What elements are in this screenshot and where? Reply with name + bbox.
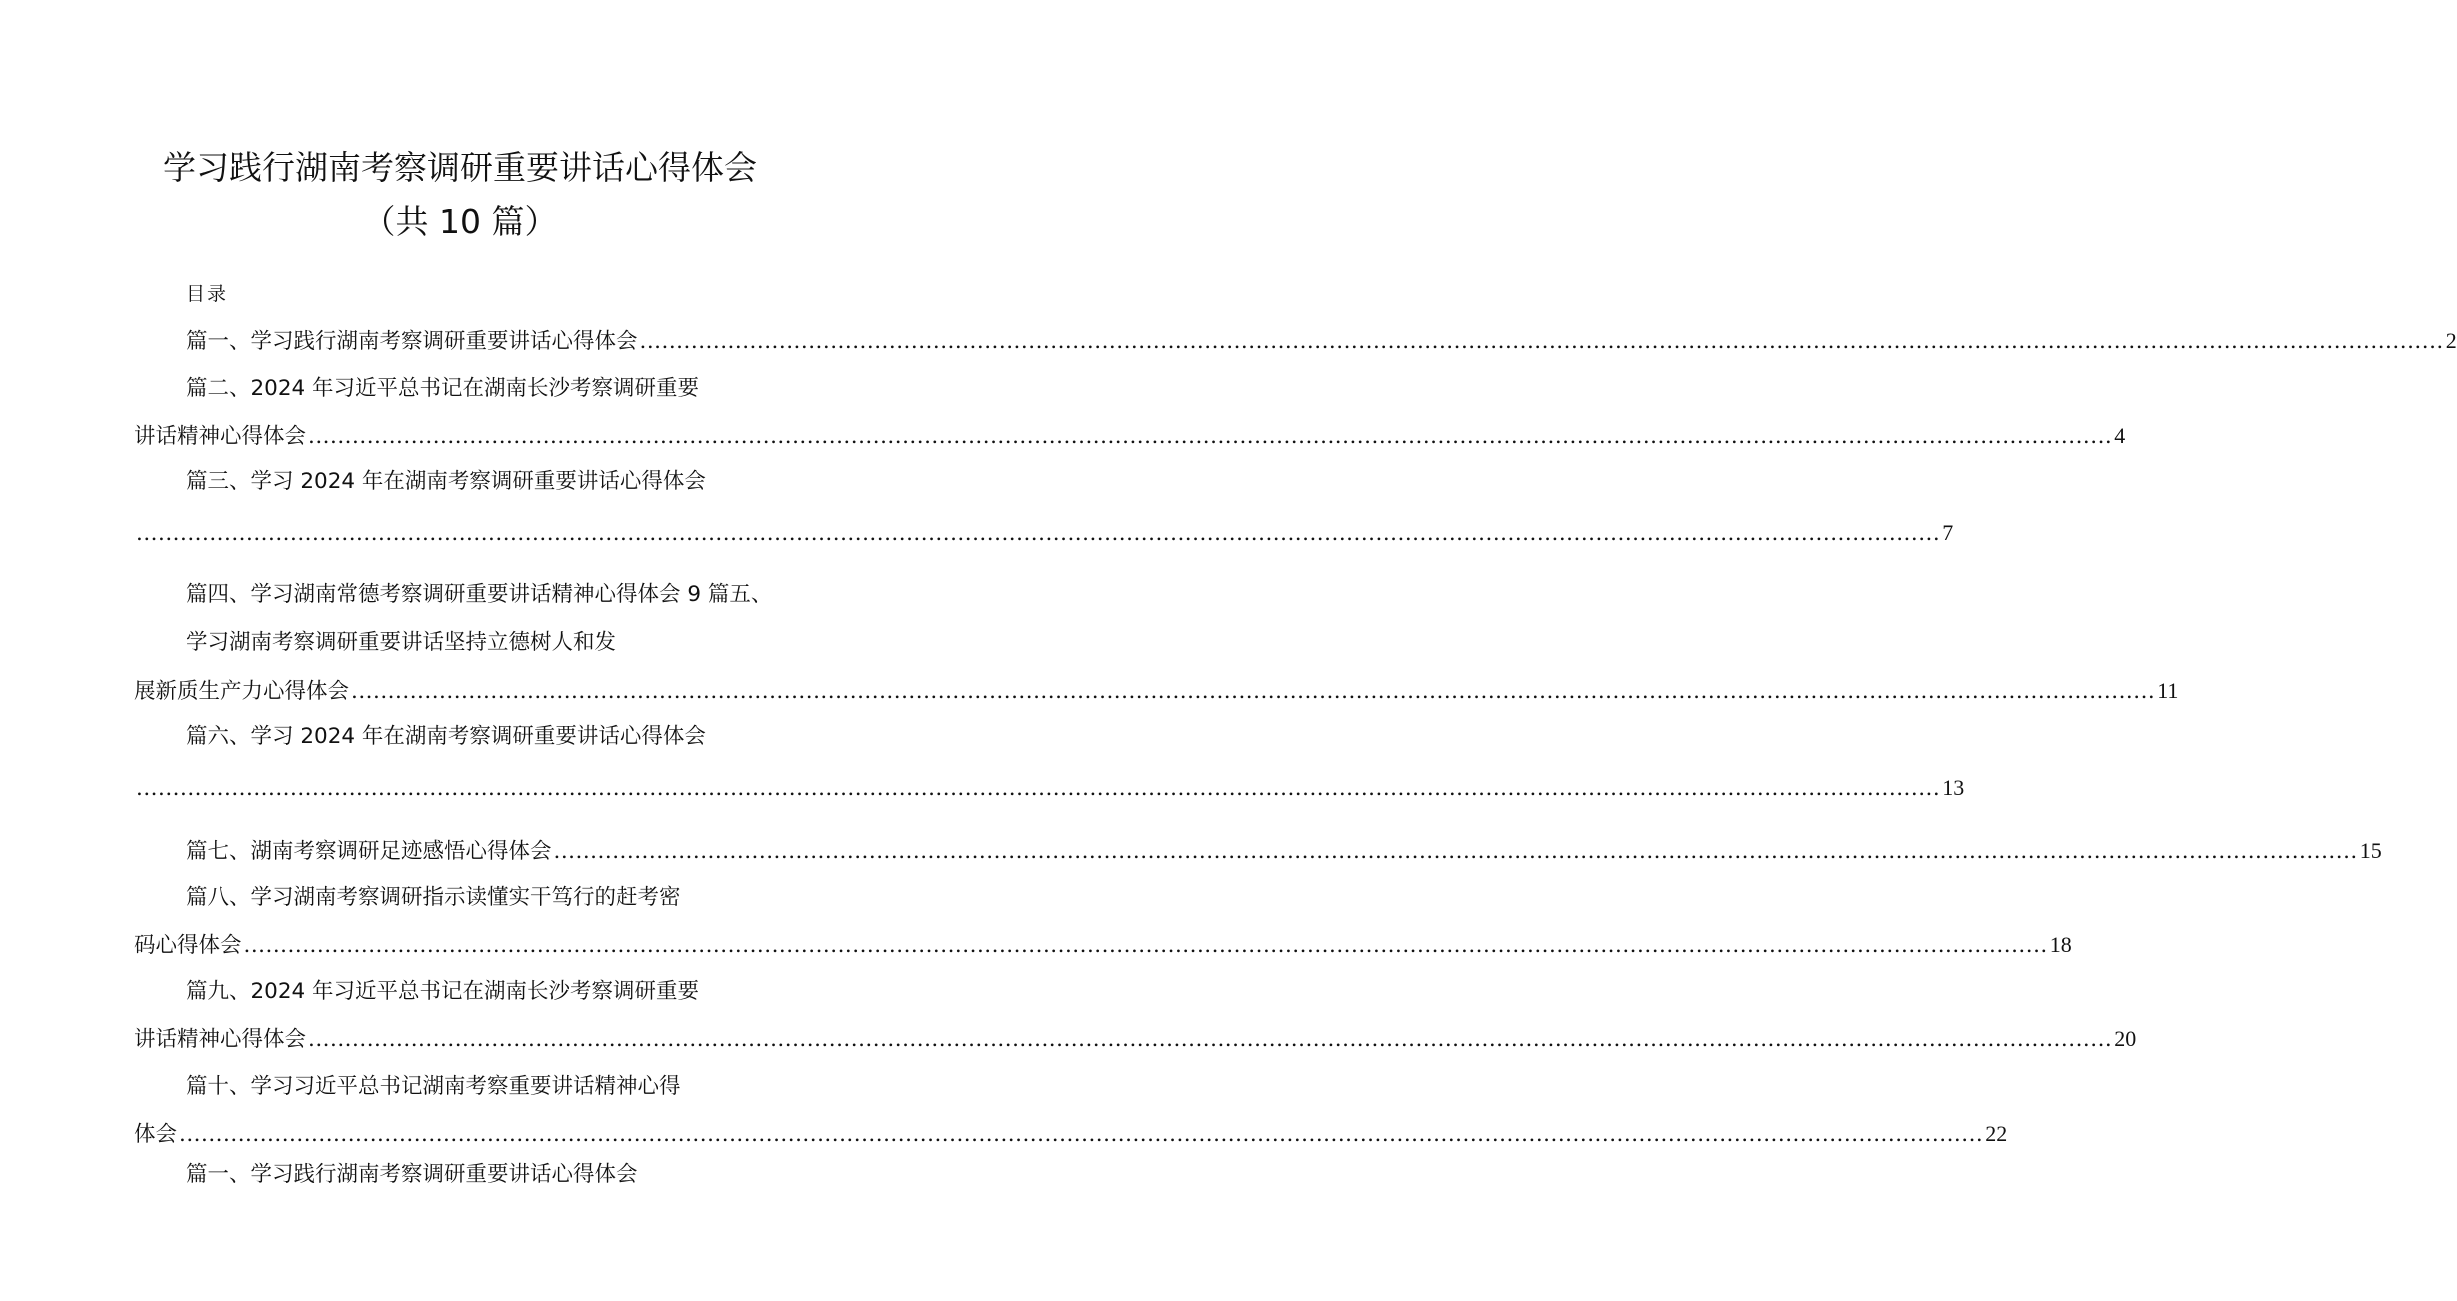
toc-entry-8-line1[interactable]: 篇八、学习湖南考察调研指示读懂实干笃行的赶考密: [186, 885, 681, 910]
toc-entry-4-line1[interactable]: 篇四、学习湖南常德考察调研重要讲话精神心得体会 9 篇五、: [186, 582, 773, 607]
dot-leader: ......................................................................................................................................................................................................................................................: [243, 933, 2048, 958]
toc-entry-5[interactable]: [134, 676, 2179, 707]
toc-page-number: 15: [2359, 838, 2382, 863]
toc-entry-title: 体会: [134, 1122, 178, 1147]
dot-leader: ......................................................................................................................................................................................................................................................: [553, 839, 2358, 864]
toc-entry-title: 篇七、湖南考察调研足迹感悟心得体会: [186, 839, 552, 864]
toc-entry-7[interactable]: [186, 836, 2382, 867]
toc-page-number: 22: [1985, 1121, 2008, 1146]
dot-leader: ......................................................................................................................................................................................................................................................: [136, 776, 1941, 801]
toc-entry-2-line1[interactable]: 篇二、2024 年习近平总书记在湖南长沙考察调研重要: [186, 376, 700, 401]
toc-entry-6-line1[interactable]: 篇六、学习 2024 年在湖南考察调研重要讲话心得体会: [186, 724, 706, 749]
dot-leader: ......................................................................................................................................................................................................................................................: [179, 1122, 1984, 1147]
toc-entry-6[interactable]: [134, 773, 1965, 804]
document-subtitle: （共 10 篇）: [362, 202, 558, 241]
toc-entry-2[interactable]: [134, 421, 2126, 452]
toc-entry-title: 码心得体会: [134, 933, 242, 958]
toc-entry-5-line2[interactable]: 学习湖南考察调研重要讲话坚持立德树人和发: [186, 630, 617, 655]
section-heading: 篇一、学习践行湖南考察调研重要讲话心得体会: [186, 1162, 638, 1187]
dot-leader: ......................................................................................................................................................................................................................................................: [639, 329, 2444, 354]
toc-page-number: 20: [2114, 1026, 2137, 1051]
toc-page-number: 11: [2157, 678, 2179, 703]
toc-page-number: 4: [2114, 423, 2126, 448]
dot-leader: ......................................................................................................................................................................................................................................................: [351, 679, 2156, 704]
toc-entry-10[interactable]: [134, 1119, 2008, 1150]
toc-entry-title: 篇一、学习践行湖南考察调研重要讲话心得体会: [186, 329, 638, 354]
dot-leader: ......................................................................................................................................................................................................................................................: [136, 521, 1941, 546]
toc-entry-1[interactable]: [186, 326, 2457, 357]
toc-entry-title: 讲话精神心得体会: [134, 424, 307, 449]
toc-entry-3-line1[interactable]: 篇三、学习 2024 年在湖南考察调研重要讲话心得体会: [186, 469, 706, 494]
document-title: 学习践行湖南考察调研重要讲话心得体会: [163, 148, 757, 187]
toc-entry-title: 展新质生产力心得体会: [134, 679, 350, 704]
toc-entry-9-line1[interactable]: 篇九、2024 年习近平总书记在湖南长沙考察调研重要: [186, 979, 700, 1004]
dot-leader: ......................................................................................................................................................................................................................................................: [308, 424, 2113, 449]
toc-entry-title: 讲话精神心得体会: [134, 1027, 307, 1052]
toc-entry-9[interactable]: [134, 1024, 2137, 1055]
toc-page-number: 7: [1942, 520, 1954, 545]
toc-entry-3[interactable]: [134, 518, 1954, 549]
toc-page-number: 13: [1942, 775, 1965, 800]
toc-page-number: 2: [2445, 328, 2457, 353]
toc-entry-10-line1[interactable]: 篇十、学习习近平总书记湖南考察重要讲话精神心得: [186, 1074, 681, 1099]
toc-heading: 目录: [186, 283, 229, 305]
toc-page-number: 18: [2049, 932, 2072, 957]
dot-leader: ......................................................................................................................................................................................................................................................: [308, 1027, 2113, 1052]
toc-entry-8[interactable]: [134, 930, 2072, 961]
